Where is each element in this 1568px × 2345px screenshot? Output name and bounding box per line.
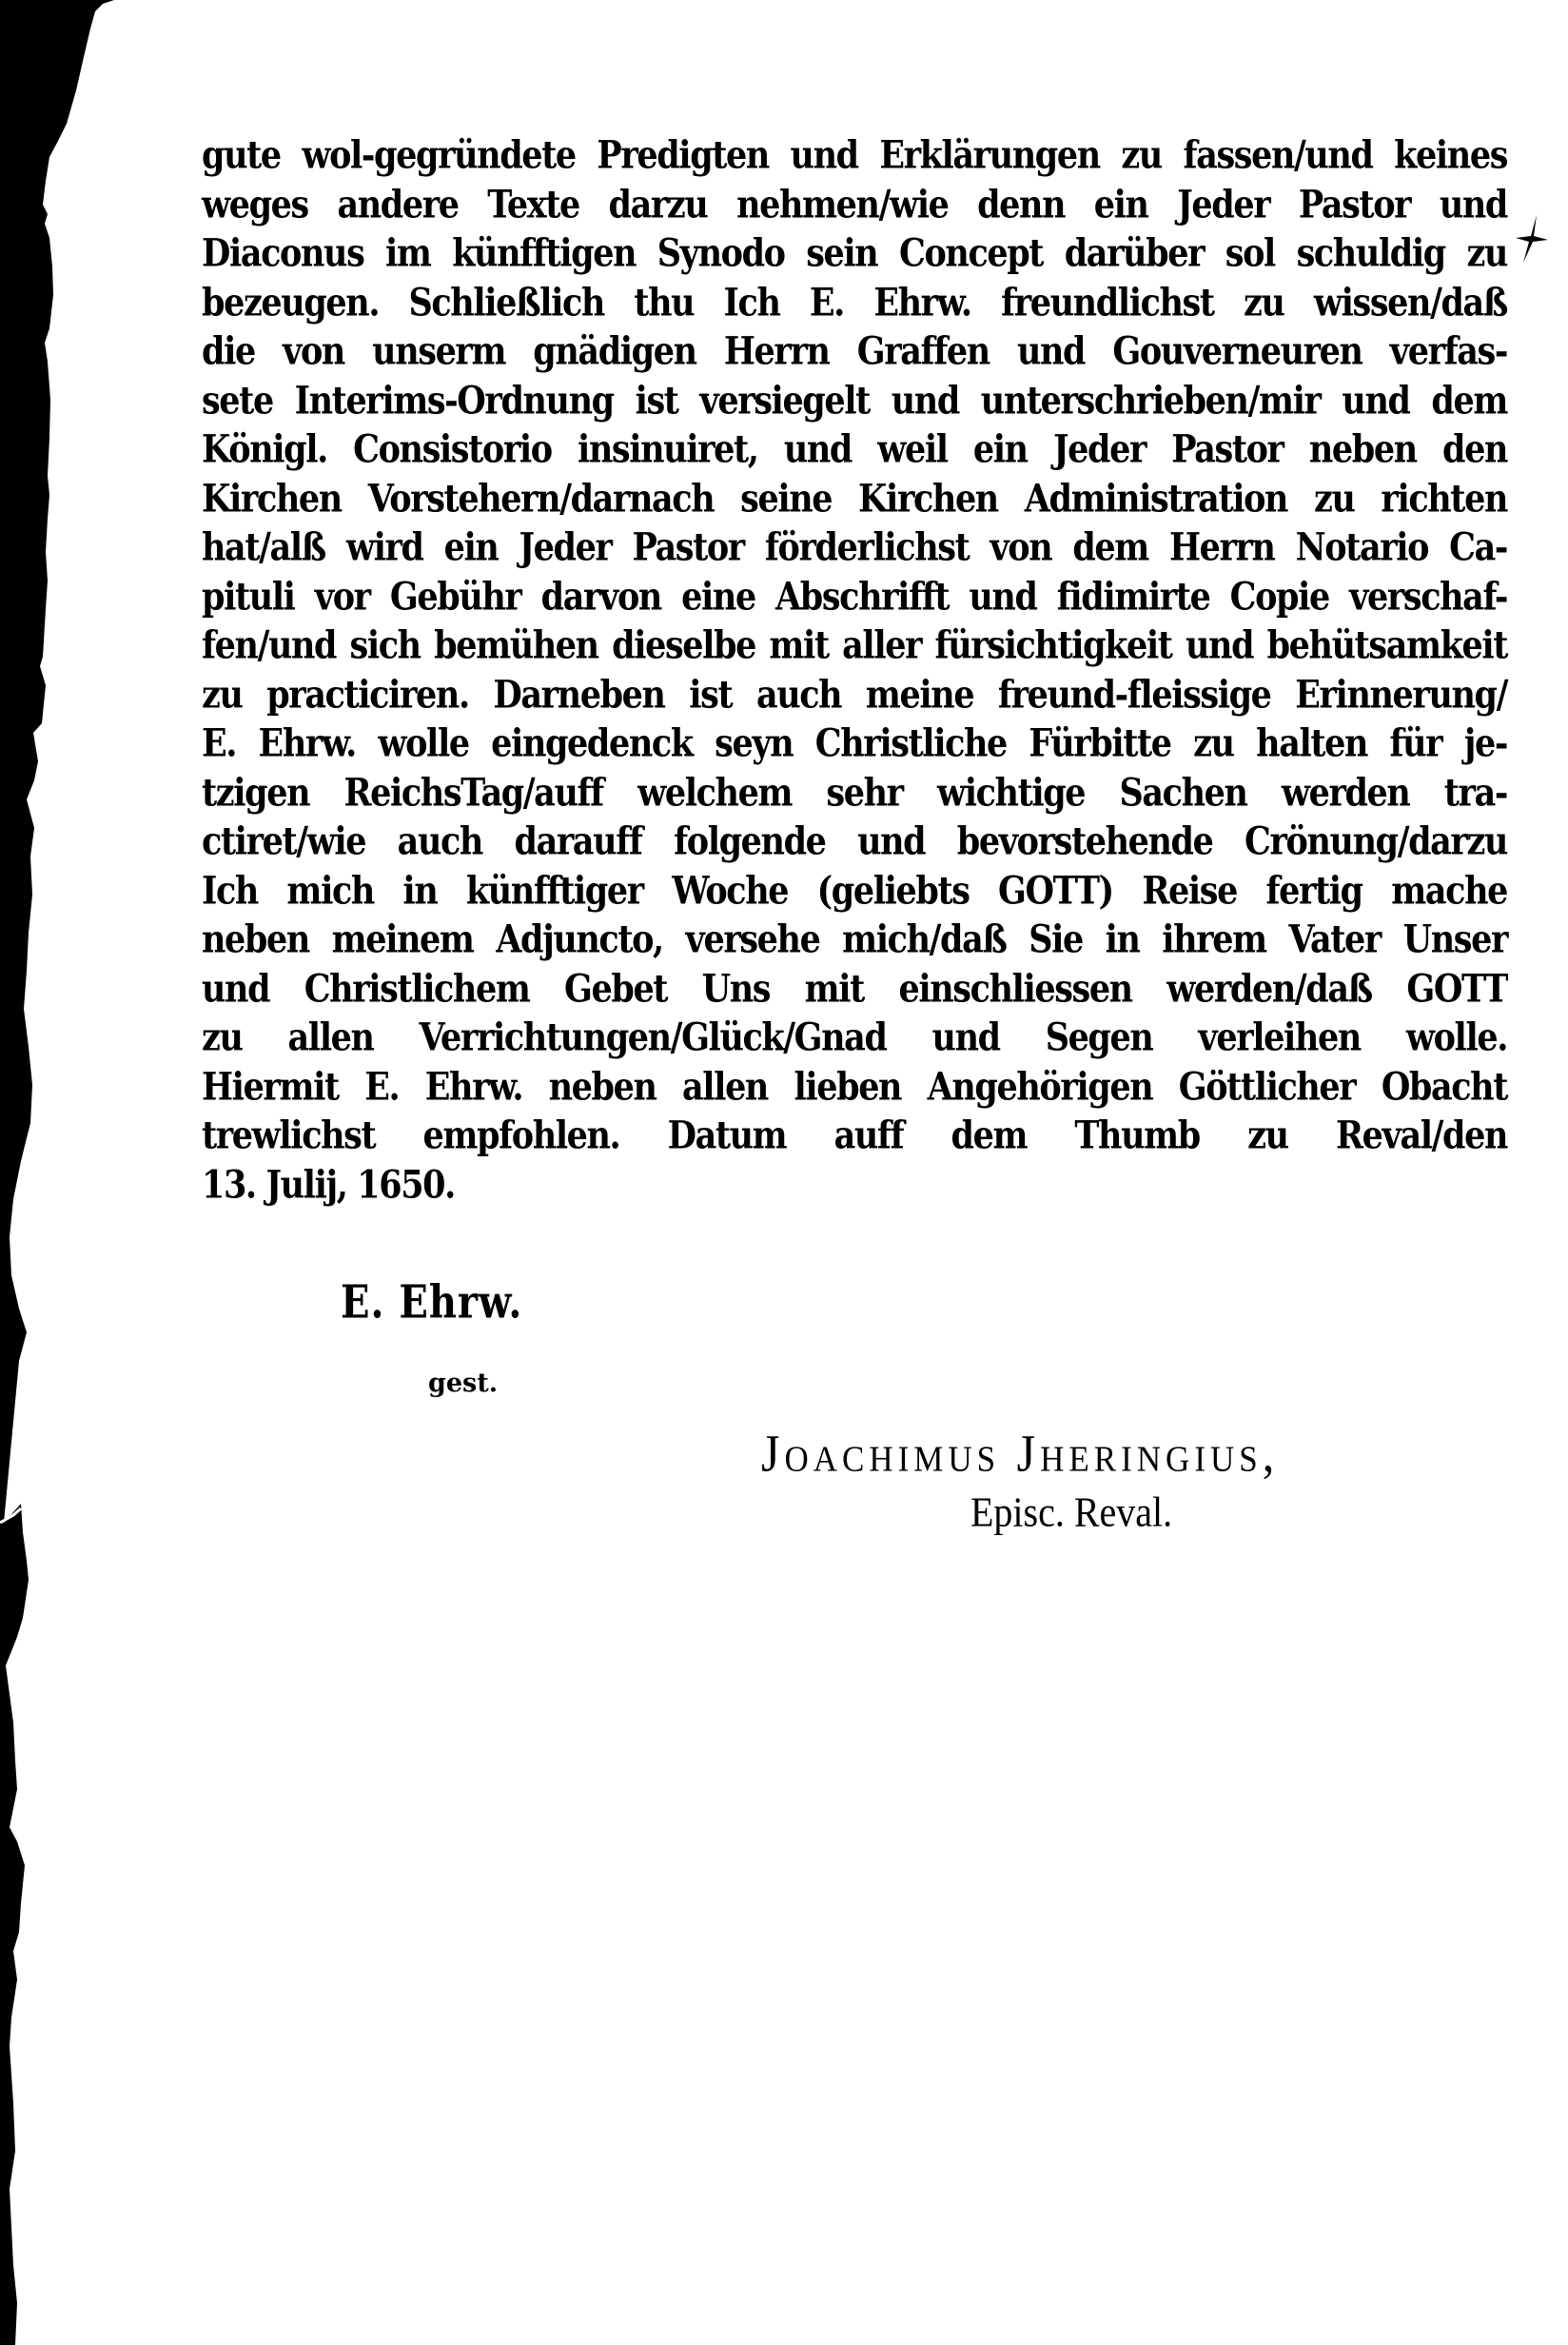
- text-line: bezeugen. Schließlich thu Ich E. Ehrw. freundlichst zu wissen/daß: [202, 280, 1507, 325]
- letter-body: [202, 131, 1507, 1210]
- text-line: weges andere Texte darzu nehmen/wie denn ein Jeder Pastor und: [202, 182, 1507, 227]
- signature-title: Episc. Reval.: [970, 1488, 1173, 1536]
- text-line: Ich mich in künfftiger Woche (geliebts GOTT) Reise fertig mache: [202, 868, 1507, 914]
- text-line: tzigen ReichsTag/auff welchem sehr wichtige Sachen werden tra-: [202, 770, 1507, 816]
- text-line: Hiermit E. Ehrw. neben allen lieben Angehörigen Göttlicher Obacht: [202, 1064, 1507, 1110]
- text-line: zu practiciren. Darneben ist auch meine freund-fleissige Erinnerung/: [202, 672, 1507, 718]
- text-line: zu allen Verrichtungen/Glück/Gnad und Segen verleihen wolle.: [202, 1015, 1507, 1061]
- text-line: neben meinem Adjuncto, versehe mich/daß Sie in ihrem Vater Unser: [202, 916, 1507, 963]
- text-line: sete Interims-Ordnung ist versiegelt und unterschrieben/mir und dem: [202, 378, 1507, 424]
- margin-cross-icon: [1508, 209, 1556, 266]
- closing-abbreviation: gest.: [428, 1369, 499, 1398]
- text-line: Diaconus im künfftigen Synodo sein Concept darüber sol schuldig zu: [202, 230, 1507, 277]
- text-line: hat/alß wird ein Jeder Pastor förderlichst von dem Herrn Notario Ca-: [202, 524, 1507, 571]
- text-line: Königl. Consistorio insinuiret, und weil ein Jeder Pastor neben den: [202, 426, 1507, 473]
- text-line: pituli vor Gebühr darvon eine Abschrifft und fidimirte Copie verschaf-: [202, 574, 1507, 620]
- scan-border-left: [0, 0, 133, 2345]
- text-line: trewlichst empfohlen. Datum auff dem Thumb zu Reval/den: [202, 1113, 1507, 1159]
- date-line: 13. Julij, 1650.: [202, 1162, 455, 1208]
- text-line: und Christlichem Gebet Uns mit einschliessen werden/daß GOTT: [202, 966, 1507, 1012]
- signature-name: Joachimus Jheringius,: [761, 1424, 1280, 1483]
- text-line: die von unserm gnädigen Herrn Graffen und Gouverneuren verfas-: [202, 328, 1507, 375]
- text-line: Kirchen Vorstehern/darnach seine Kirchen Administration zu richten: [202, 476, 1507, 522]
- text-line: ctiret/wie auch darauff folgende und bevorstehende Crönung/darzu: [202, 818, 1507, 865]
- salutation: E. Ehrw.: [341, 1275, 523, 1330]
- text-line: gute wol-gegründete Predigten und Erklärungen zu fassen/und keines: [202, 132, 1507, 179]
- text-line: fen/und sich bemühen dieselbe mit aller fürsichtigkeit und behütsamkeit: [202, 622, 1507, 669]
- text-line: E. Ehrw. wolle eingedenck seyn Christliche Fürbitte zu halten für je-: [202, 720, 1507, 767]
